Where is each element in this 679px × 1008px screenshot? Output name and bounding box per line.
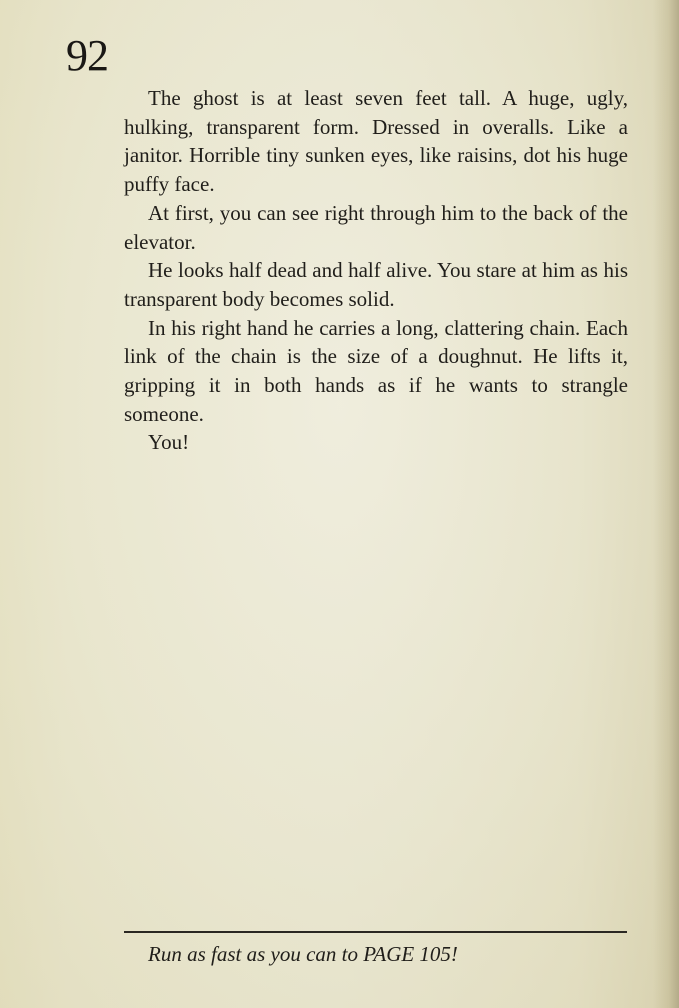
page-number: 92 bbox=[66, 31, 108, 80]
paragraph: He looks half dead and half alive. You stare at him as his transparent body becomes solid. bbox=[124, 258, 628, 311]
paragraph: In his right hand he carries a long, clattering chain. Each link of the chain is the size of a doughnut. He lifts it, gripping it in both hands as if he wants to strangle someone. bbox=[124, 315, 628, 426]
story-text bbox=[124, 84, 628, 457]
paragraph: You! bbox=[148, 430, 190, 455]
page-edge-shadow bbox=[653, 0, 679, 1008]
page-choice-instruction: Run as fast as you can to PAGE 105! bbox=[148, 942, 458, 966]
paragraph: At first, you can see right through him to the back of the elevator. bbox=[124, 200, 628, 254]
footer-divider bbox=[124, 931, 627, 933]
paragraph: The ghost is at least seven feet tall. A huge, ugly, hulking, transparent form. Dressed in overalls. Like a janitor. Horrible tiny sunken eyes, like raisins, dot his huge puffy face. bbox=[124, 86, 628, 197]
